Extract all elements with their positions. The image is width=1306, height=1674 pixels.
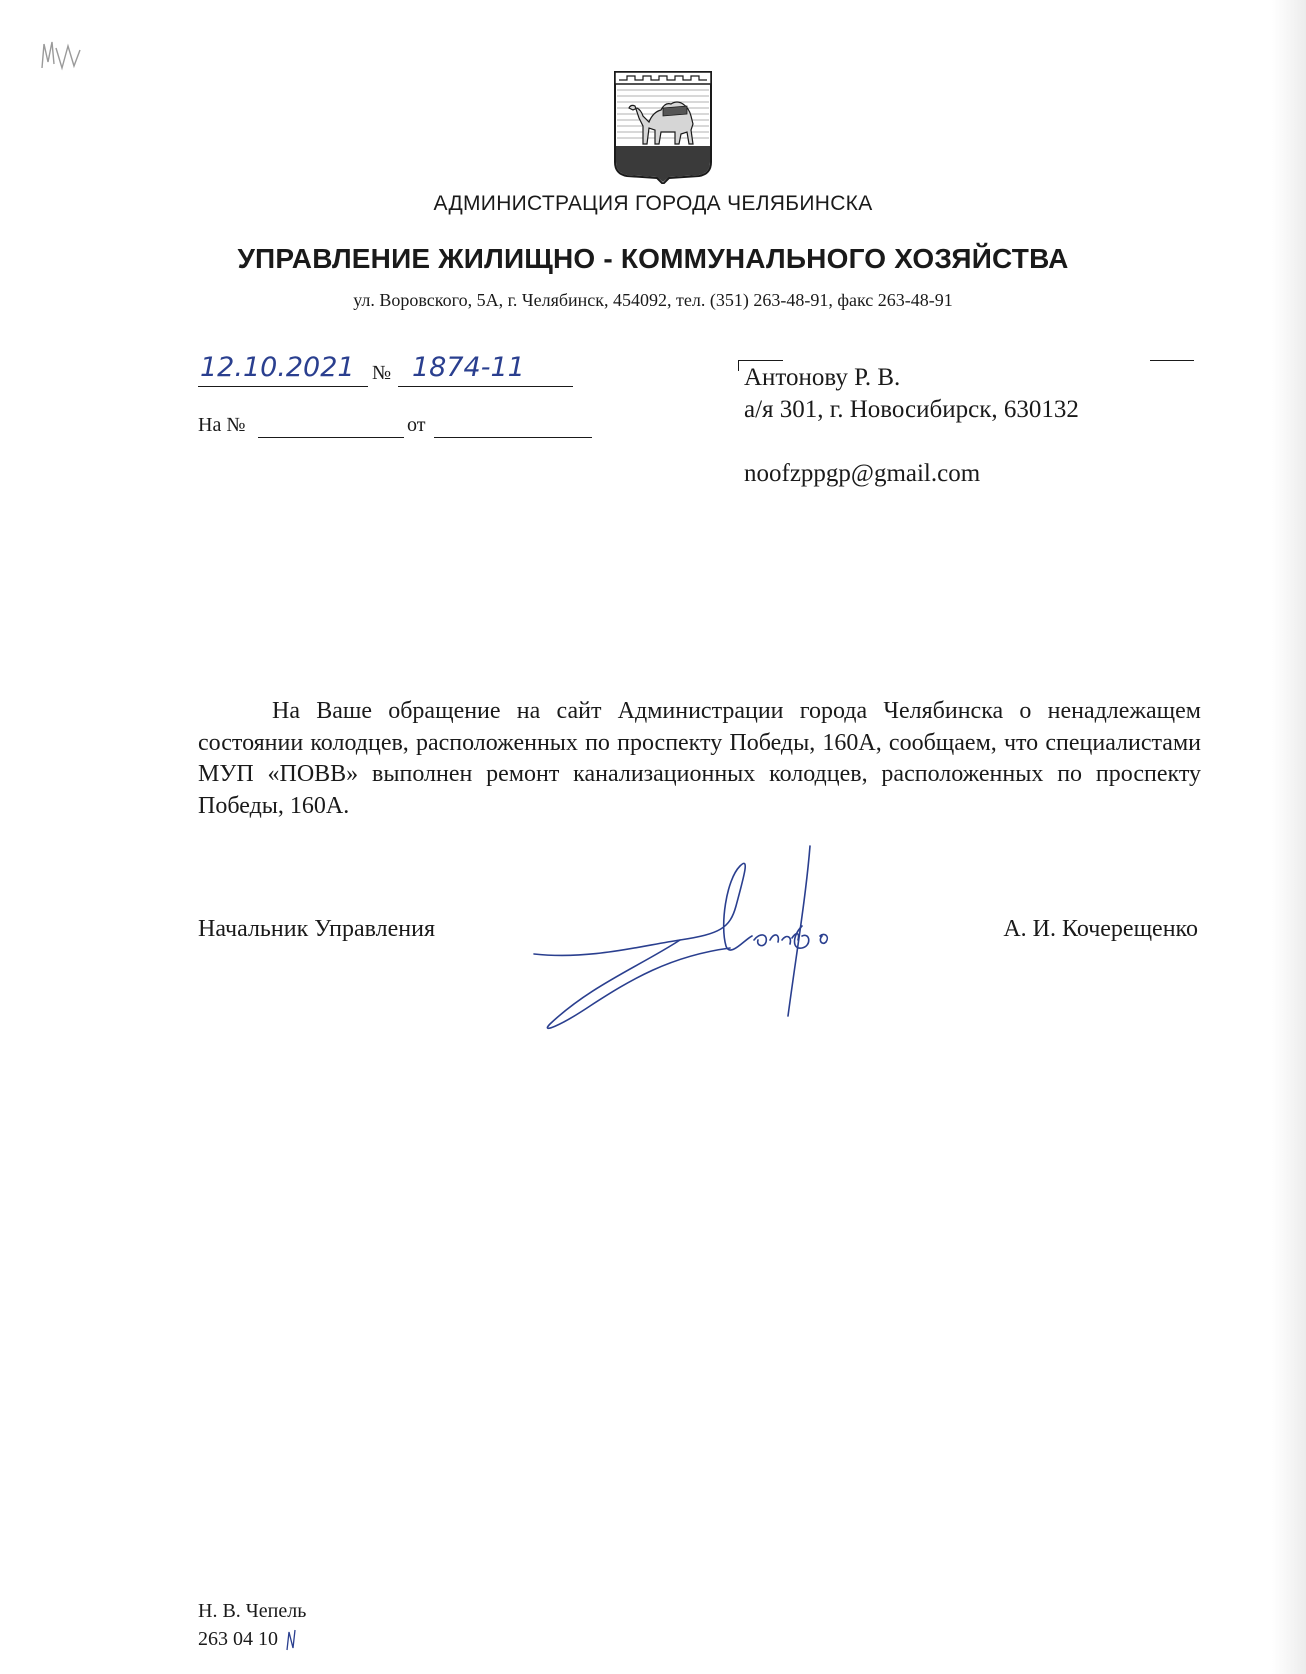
executor-name: Н. В. Чепель [198,1600,307,1622]
from-underline [434,437,592,438]
addressee-email: noofzppgp@gmail.com [744,460,981,487]
registration-number: 1874-11 [412,352,525,383]
coat-of-arms-icon [613,70,713,184]
handwritten-signature [530,836,870,1036]
addressee-name: Антонову Р. В. [744,364,901,391]
letter-body-paragraph: На Ваше обращение на сайт Администрации города Челябинска о ненадлежащем состоянии колодцев, расположенных по проспекту Победы, 160А, сообщаем, что специалистами МУП «ПОВВ» выполнен ремонт канализационных колодцев, расположенных по проспекту Победы, 160А. [198,698,1201,819]
number-underline [398,386,573,387]
reply-to-underline [258,437,404,438]
reply-to-label: На № [198,414,246,436]
registration-date: 12.10.2021 [200,352,355,383]
signatory-name: А. И. Кочерещенко [1003,916,1198,942]
handwritten-phone-mark [284,1628,298,1652]
number-sign-label: № [372,362,392,384]
signatory-position: Начальник Управления [198,916,435,942]
date-underline [198,386,368,387]
handwritten-corner-mark [38,38,86,72]
executor-phone: 263 04 10 [198,1628,278,1650]
addressee-bracket-right [1150,360,1194,361]
department-title: УПРАВЛЕНИЕ ЖИЛИЩНО - КОММУНАЛЬНОГО ХОЗЯЙСТВА [237,243,1069,274]
city-administration-title: АДМИНИСТРАЦИЯ ГОРОДА ЧЕЛЯБИНСКА [433,192,873,215]
department-address: ул. Воровского, 5А, г. Челябинск, 454092, тел. (351) 263-48-91, факс 263-48-91 [353,290,953,310]
from-label: от [407,414,426,436]
addressee-postal-address: а/я 301, г. Новосибирск, 630132 [744,396,1079,423]
